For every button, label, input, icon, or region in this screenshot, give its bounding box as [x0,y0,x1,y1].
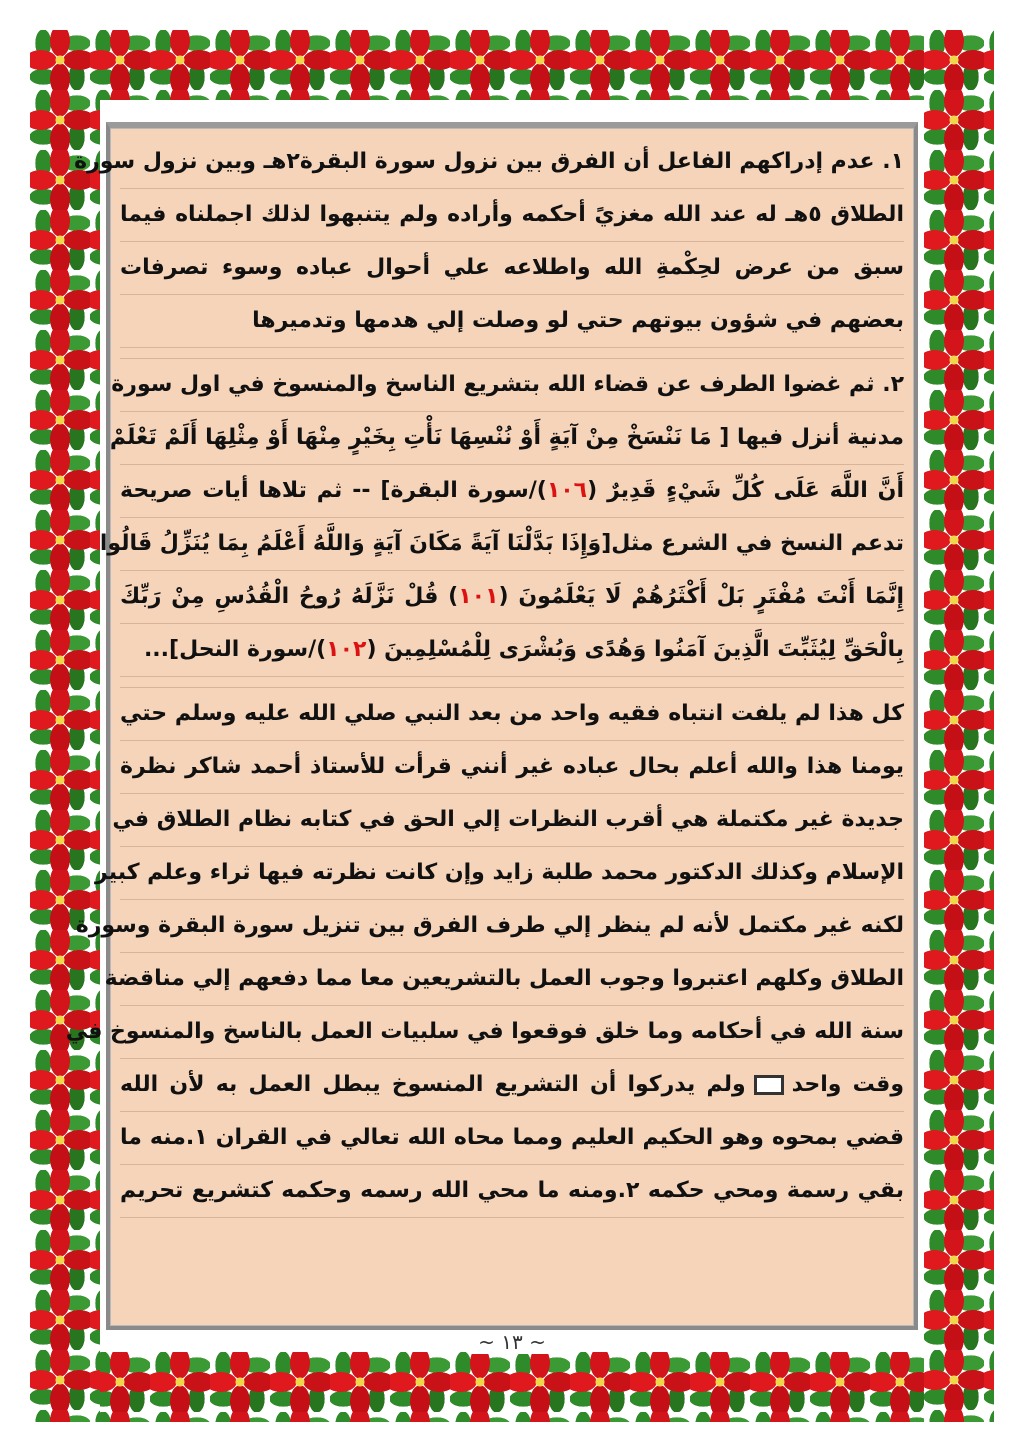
page-number [0,1330,1024,1354]
text-line: الطلاق ٥هـ له عند الله مغزيً أحكمه وأراده ولم يتنبهوا لذلك اجملناه فيما [120,189,904,242]
verse-ref: )/سورة البقرة] -- ثم تلاها أيات صريحة [120,478,547,503]
text-line: سبق من عرض لحِكْمةِ الله واطلاعه علي أحوال عباده وسوء تصرفات [120,242,904,295]
text-line [120,1059,904,1112]
verse-number: ١٠٢ [326,637,367,662]
paragraph-1 [74,136,904,348]
text-line: قضي بمحوه وهو الحكيم العليم ومما محاه الله تعالي في القران ١.منه ما [120,1112,904,1165]
floral-border-left [30,30,100,1422]
text-line: ١. عدم إدراكهم الفاعل أن الفرق بين نزول سورة البقرة٢هـ وبين نزول سورة [120,136,904,189]
text-line: لكنه غير مكتمل لأنه لم ينظر إلي طرف الفرق بين تنزيل سورة البقرة وسورة [120,900,904,953]
line-text: ولم يدركوا أن التشريع المنسوخ يبطل العمل به لأن الله [120,1072,746,1097]
verse-text: ) قُلْ نَزَّلَهُ رُوحُ الْقُدُسِ مِنْ رَبِّكَ [120,584,459,609]
text-line: ٢. ثم غضوا الطرف عن قضاء الله بتشريع الناسخ والمنسوخ في اول سورة [120,359,904,412]
text-line: الطلاق وكلهم اعتبروا وجوب العمل بالتشريعين معا مما دفعهم إلي مناقضة [120,953,904,1006]
verse-ref: )/سورة النحل]... [143,637,327,662]
page-number-text: ~ ١٣ ~ [468,1330,556,1354]
verse-text: إِنَّمَا أَنْتَ مُفْتَرٍ بَلْ أَكْثَرُهُمْ لَا يَعْلَمُونَ ( [498,584,904,609]
text-line: يومنا هذا والله أعلم بحال عباده غير أنني قرأت للأستاذ أحمد شاكر نظرة [120,741,904,794]
floral-border-right [924,30,994,1422]
verse-line [120,571,904,624]
paragraph-gap [120,677,904,688]
floral-border-top [30,30,994,100]
text-line: سنة الله في أحكامه وما خلق فوقعوا في سلبيات العمل بالناسخ والمنسوخ في [120,1006,904,1059]
verse-line: مدنية أنزل فيها [ مَا نَنْسَخْ مِنْ آيَةٍ أَوْ نُنْسِهَا نَأْتِ بِخَيْرٍ مِنْهَا أَوْ مِثْلِهَا أَلَمْ تَعْلَمْ [120,412,904,465]
paragraph-gap [120,348,904,359]
floral-border-bottom [30,1352,994,1422]
verse-line: تدعم النسخ في الشرع مثل[وَإِذَا بَدَّلْنَا آيَةً مَكَانَ آيَةٍ وَاللَّهُ أَعْلَمُ بِمَا يُنَزِّلُ قَالُوا [120,518,904,571]
inline-box-icon [754,1075,784,1095]
verse-line [120,465,904,518]
text-line: جديدة غير مكتملة هي أقرب النظرات إلي الحق في كتابه نظام الطلاق في [120,794,904,847]
verse-number: ١٠٦ [546,478,588,503]
verse-text: بِالْحَقِّ لِيُثَبِّتَ الَّذِينَ آمَنُوا وَهُدًى وَبُشْرَى لِلْمُسْلِمِينَ ( [366,637,904,662]
document-body [65,136,905,1320]
text-line: بقي رسمة ومحي حكمه ٢.ومنه ما محي الله رسمه وحكمه كتشريع تحريم [120,1165,904,1218]
text-line: بعضهم في شؤون بيوتهم حتي لو وصلت إلي هدمها وتدميرها [120,295,904,348]
paragraph-2 [99,359,904,677]
verse-text: أَنَّ اللَّهَ عَلَى كُلِّ شَيْءٍ قَدِيرٌ ( [587,478,904,503]
verse-number: ١٠١ [458,584,499,609]
text-panel [65,122,918,1330]
text-line: الإسلام وكذلك الدكتور محمد طلبة زايد وإن كانت نظرته فيها ثراء وعلم كبير [120,847,904,900]
verse-line [120,624,904,677]
line-text: وقت واحد [791,1072,904,1097]
text-line: كل هذا لم يلفت انتباه فقيه واحد من بعد النبي صلي الله عليه وسلم حتي [120,688,904,741]
paragraph-3 [65,688,905,1218]
